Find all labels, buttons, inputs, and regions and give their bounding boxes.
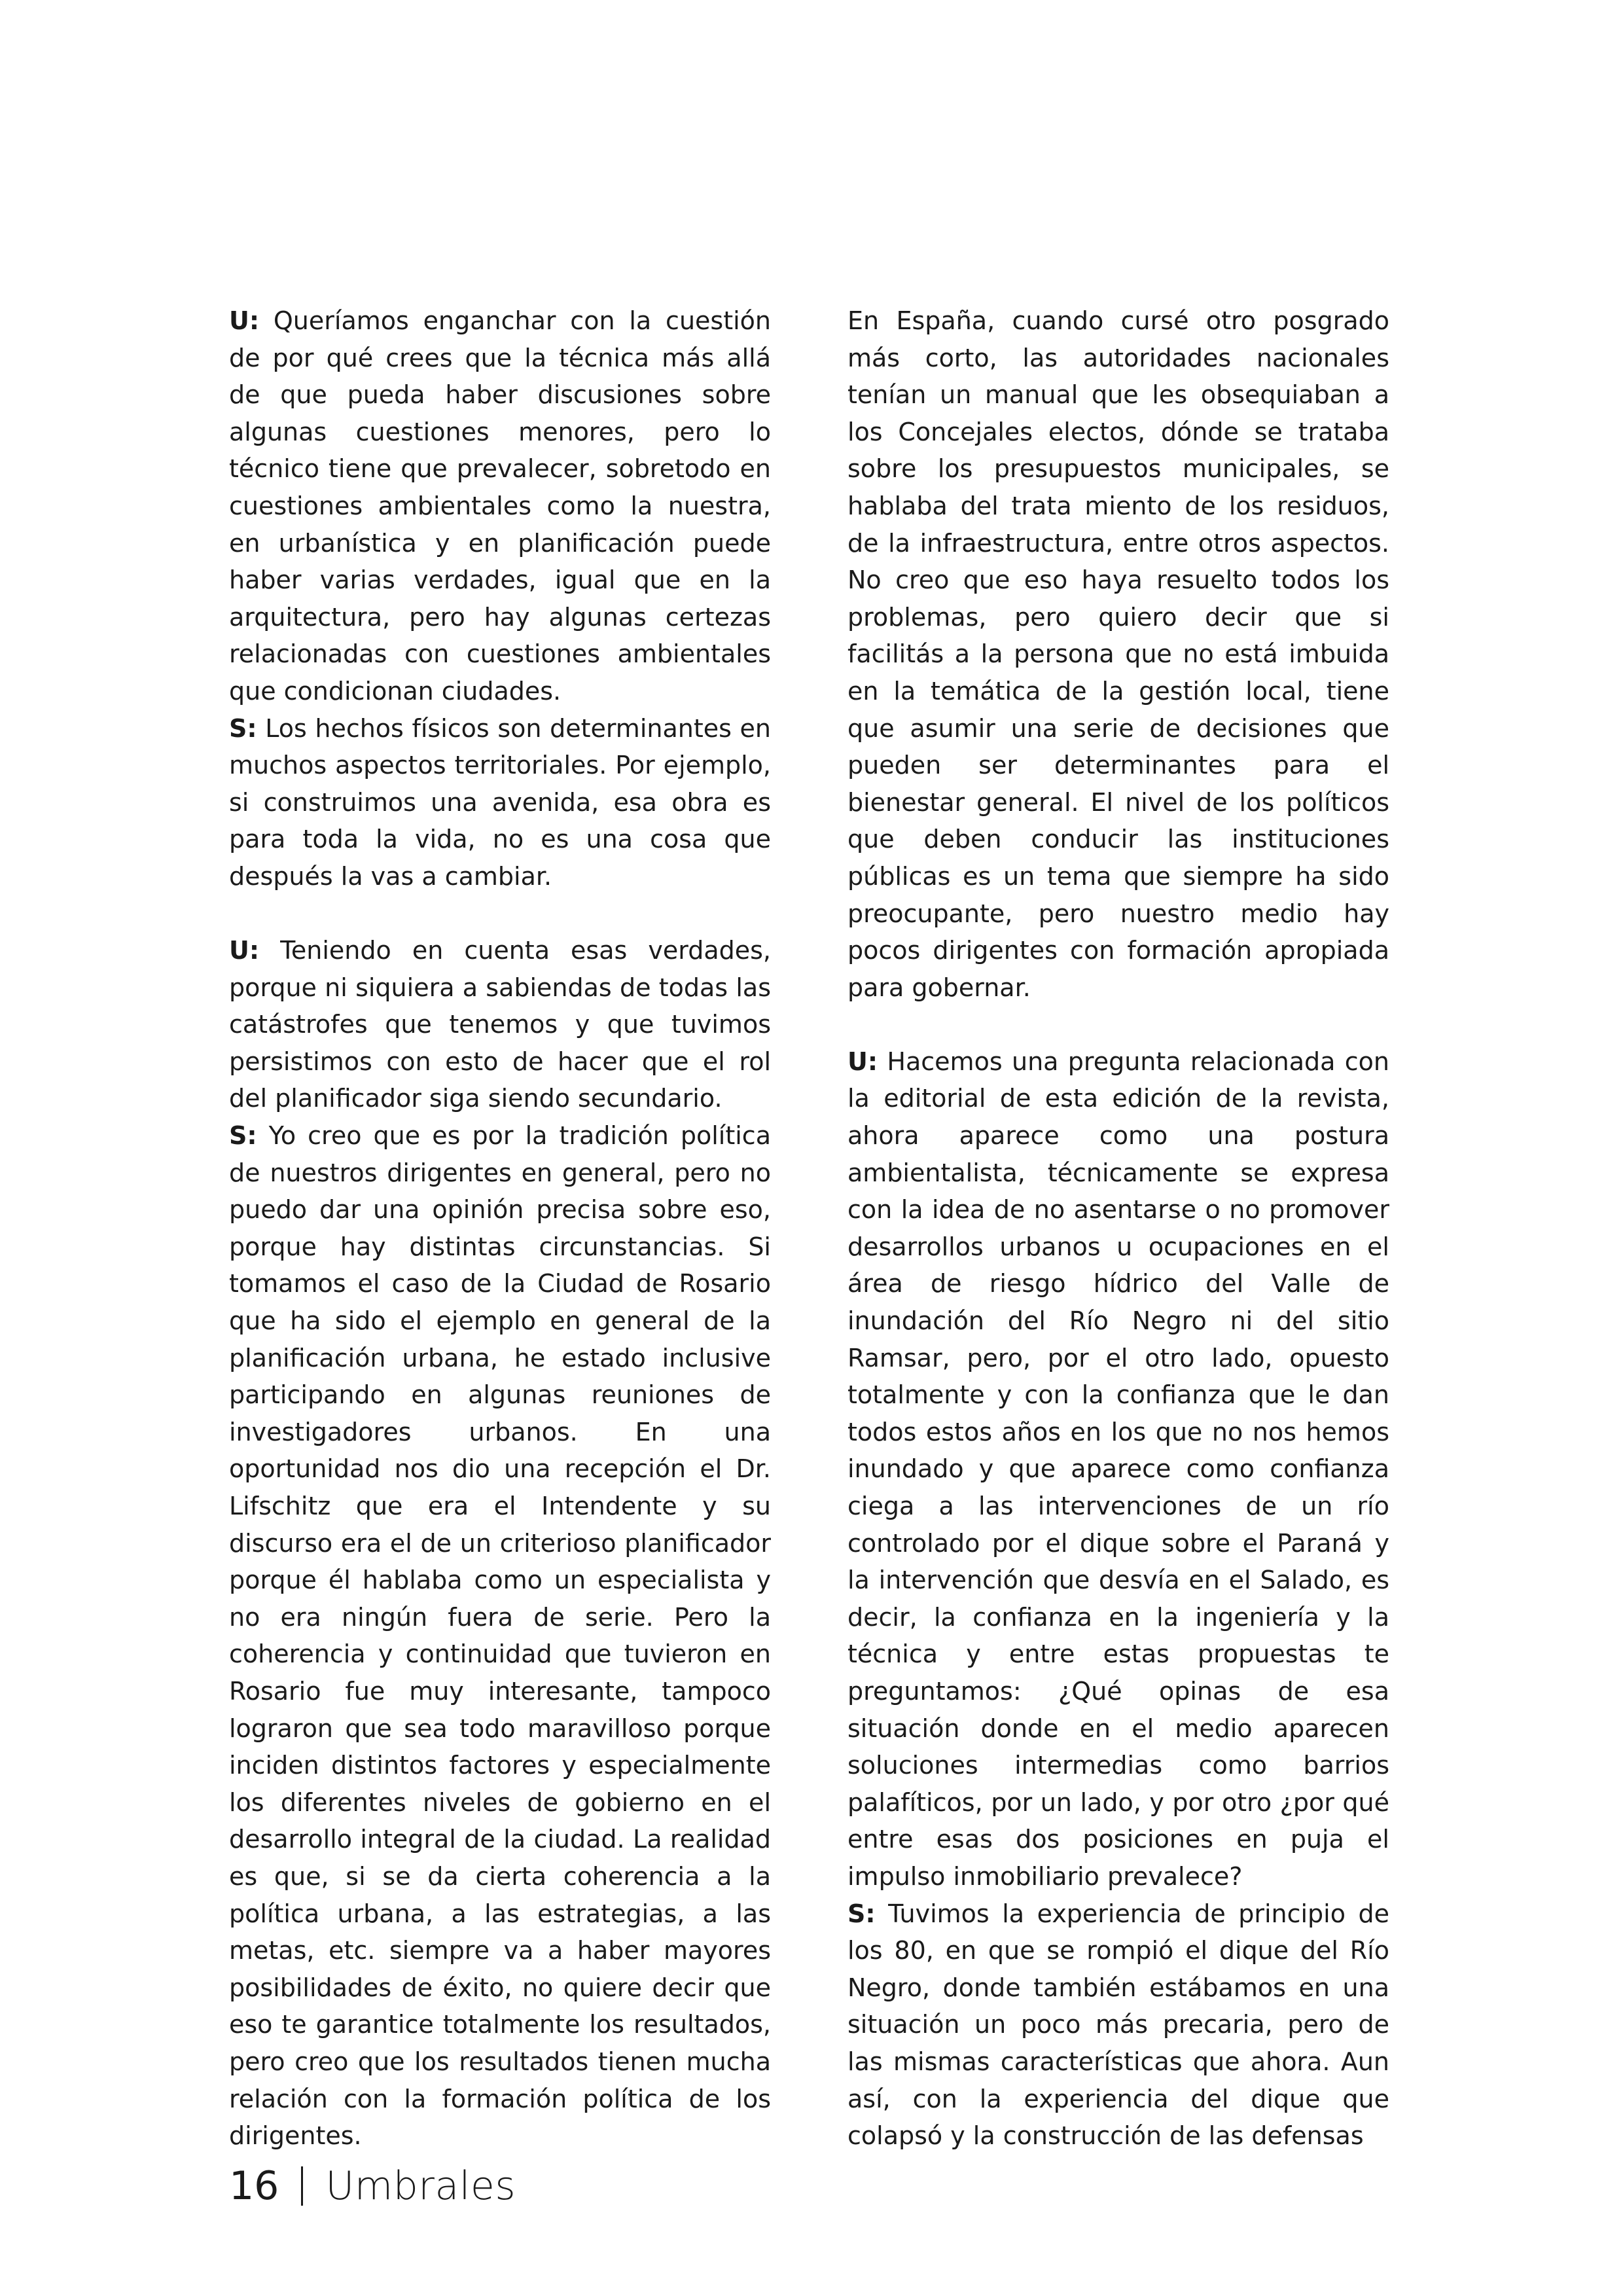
- speaker-label: U:: [229, 306, 260, 335]
- speaker-label: S:: [847, 1899, 876, 1928]
- paragraph-text: Los hechos físicos son determinantes en muchos aspectos territoriales. Por ejemplo, si construimos una avenida, esa obra es para toda la vida, no es una cosa que después la vas a cambiar.: [229, 713, 771, 891]
- paragraph: [847, 1895, 1389, 2155]
- footer-divider: [301, 2166, 303, 2206]
- paragraph-text: Yo creo que es por la tradición política de nuestros dirigentes en general, pero no puedo dar una opinión precisa sobre eso, porque hay distintas circunstancias. Si tomamos el caso de la Ciudad de Rosario que ha sido el ejemplo en general de la planificación urbana, he estado inclusive participando en algunas reuniones de investigadores urbanos. En una oportunidad nos dio una recepción el Dr. Lifschitz que era el Intendente y su discurso era el de un criterioso planificador porque él hablaba como un especialista y no era ningún fuera de serie. Pero la coherencia y continuidad que tuvieron en Rosario fue muy interesante, tampoco lograron que sea todo maravilloso porque inciden distintos factores y especialmente los diferentes niveles de gobierno en el desarrollo integral de la ciudad. La realidad es que, si se da cierta coherencia a la política urbana, a las estrategias, a las metas, etc. siempre va a haber mayores posibilidades de éxito, no quiere decir que eso te garantice totalmente los resultados, pero creo que los resultados tienen mucha relación con la formación política de los dirigentes.: [229, 1121, 771, 2151]
- paragraph-text: Teniendo en cuenta esas verdades, porque ni siquiera a sabiendas de todas las catástrofes que tenemos y que tuvimos persistimos con esto de hacer que el rol del planificador siga siendo secundario.: [229, 936, 771, 1113]
- paragraph: [847, 1043, 1389, 1895]
- magazine-name: Umbrales: [325, 2163, 516, 2209]
- speaker-label: U:: [229, 936, 260, 965]
- paragraph-text: En España, cuando cursé otro posgrado más corto, las autoridades nacionales tenían un manual que les obsequiaban a los Concejales electos, dónde se trataba sobre los presupuestos municipales, se hablaba del trata miento de los residuos, de la infraestructura, entre otros aspectos. No creo que eso haya resuelto todos los problemas, pero quiero decir que si facilitás a la persona que no está imbuida en la temática de la gestión local, tiene que asumir una serie de decisiones que pueden ser determinantes para el bienestar general. El nivel de los políticos que deben conducir las instituciones públicas es un tema que siempre ha sido preocupante, pero nuestro medio hay pocos dirigentes con formación apropiada para gobernar.: [847, 306, 1389, 1002]
- left-column: [229, 302, 771, 2155]
- page-number: 16: [229, 2163, 279, 2209]
- paragraph-text: Tuvimos la experiencia de principio de los 80, en que se rompió el dique del Río Negro, donde también estábamos en una situación un poco más precaria, pero de las mismas características que ahora. Aun así, con la experiencia del dique que colapsó y la construcción de las defensas: [847, 1899, 1389, 2151]
- speaker-label: U:: [847, 1047, 878, 1076]
- paragraph: [229, 710, 771, 895]
- paragraph: [847, 302, 1389, 1006]
- paragraph-text: Queríamos enganchar con la cuestión de por qué crees que la técnica más allá de que pueda haber discusiones sobre algunas cuestiones menores, pero lo técnico tiene que prevalecer, sobretodo en cuestiones ambientales como la nuestra, en urbanística y en planificación puede haber varias verdades, igual que en la arquitectura, pero hay algunas certezas relacionadas con cuestiones ambientales que condicionan ciudades.: [229, 306, 771, 706]
- page-footer: [229, 2160, 516, 2212]
- paragraph-text: Hacemos una pregunta relacionada con la editorial de esta edición de la revista, ahora aparece como una postura ambientalista, técnicamente se expresa con la idea de no asentarse o no promover desarrollos urbanos u ocupaciones en el área de riesgo hídrico del Valle de inundación del Río Negro ni del sitio Ramsar, pero, por el otro lado, opuesto totalmente y con la confianza que le dan todos estos años en los que no nos hemos inundado y que aparece como confianza ciega a las intervenciones de un río controlado por el dique sobre el Paraná y la intervención que desvía en el Salado, es decir, la confianza en la ingeniería y la técnica y entre estas propuestas te preguntamos: ¿Qué opinas de esa situación donde en el medio aparecen soluciones intermedias como barrios palafíticos, por un lado, y por otro ¿por qué entre esas dos posiciones en puja el impulso inmobiliario prevalece?: [847, 1047, 1389, 1891]
- paragraph: [229, 932, 771, 1117]
- speaker-label: S:: [229, 713, 257, 743]
- paragraph: [229, 302, 771, 710]
- right-column: [847, 302, 1389, 2155]
- speaker-label: S:: [229, 1121, 257, 1151]
- paragraph: [229, 1117, 771, 2155]
